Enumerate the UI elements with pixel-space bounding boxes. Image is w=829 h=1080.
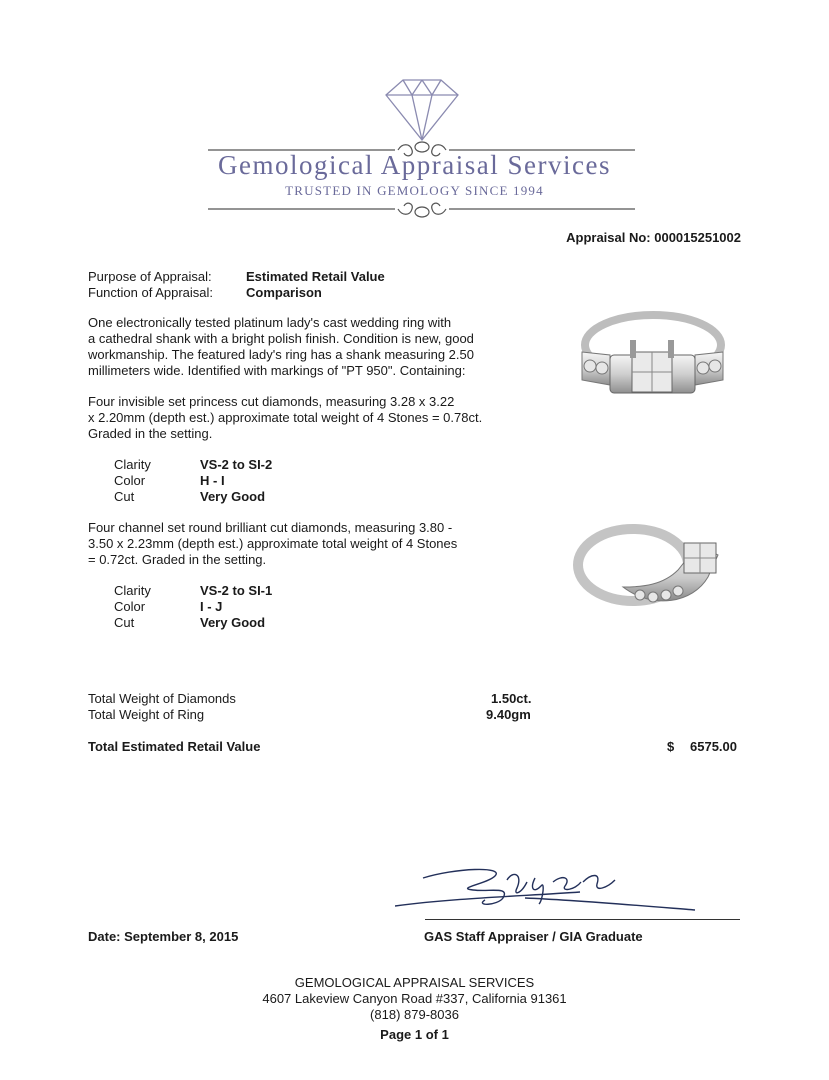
company-name: Gemological Appraisal Services [218,150,611,180]
footer-address: 4607 Lakeview Canyon Road #337, California 91361 [262,991,567,1006]
currency-symbol: $ [667,739,675,754]
stones-1-line: Graded in the setting. [88,426,213,441]
function-label: Function of Appraisal: [88,285,214,300]
stones-1-color-value: H - I [200,473,225,488]
description-line: workmanship. The featured lady's ring has a shank measuring 2.50 [88,347,474,362]
description-line: a cathedral shank with a bright polish finish. Condition is new, good [88,331,474,346]
stones-2-clarity-value: VS-2 to SI-1 [200,583,273,598]
description-line: millimeters wide. Identified with markings of "PT 950". Containing: [88,363,466,378]
signature-line [425,919,740,920]
appraisal-date: Date: September 8, 2015 [88,929,239,944]
stones-2-color-label: Color [114,599,146,614]
ring-photo-front [570,300,735,430]
stones-2-description [88,520,528,568]
ring-photo-side [568,515,735,627]
total-ring-weight-value: 9.40gm [486,707,531,722]
total-diamonds-value: 1.50ct. [491,691,532,706]
footer-phone: (818) 879-8036 [370,1007,459,1022]
footer-company: GEMOLOGICAL APPRAISAL SERVICES [294,975,535,990]
description-line: One electronically tested platinum lady's cast wedding ring with [88,315,452,330]
ornament-bottom [208,203,635,217]
total-diamonds-label: Total Weight of Diamonds [88,691,236,706]
total-retail-value: 6575.00 [690,739,737,754]
purpose-value: Estimated Retail Value [246,269,385,284]
logo [0,0,829,240]
appraisal-number: Appraisal No: 000015251002 [566,230,741,245]
stones-1-cut-label: Cut [114,489,135,504]
stones-1-color-label: Color [114,473,146,488]
stones-1-line: Four invisible set princess cut diamonds, measuring 3.28 x 3.22 [88,394,455,409]
stones-2-line: 3.50 x 2.23mm (depth est.) approximate total weight of 4 Stones [88,536,458,551]
stones-2-cut-value: Very Good [200,615,266,630]
ring-description [88,315,508,379]
stones-1-line: x 2.20mm (depth est.) approximate total weight of 4 Stones = 0.78ct. [88,410,483,425]
stones-1-clarity-value: VS-2 to SI-2 [200,457,273,472]
logo-graphic [0,0,829,240]
stones-2-clarity-label: Clarity [114,583,151,598]
purpose-label: Purpose of Appraisal: [88,269,212,284]
signature [395,860,745,922]
company-tagline: TRUSTED IN GEMOLOGY SINCE 1994 [285,183,544,198]
stones-2-line: = 0.72ct. Graded in the setting. [88,552,267,567]
diamond-icon [386,80,458,140]
appraiser-title: GAS Staff Appraiser / GIA Graduate [424,929,643,944]
stones-2-cut-label: Cut [114,615,135,630]
total-ring-weight-label: Total Weight of Ring [88,707,205,722]
stones-2-color-value: I - J [200,599,223,614]
stones-1-cut-value: Very Good [200,489,266,504]
function-value: Comparison [246,285,322,300]
stones-2-line: Four channel set round brilliant cut diamonds, measuring 3.80 - [88,520,453,535]
stones-1-description [88,394,528,442]
page-number: Page 1 of 1 [380,1027,449,1042]
total-retail-value-label: Total Estimated Retail Value [88,739,261,754]
stones-1-clarity-label: Clarity [114,457,151,472]
